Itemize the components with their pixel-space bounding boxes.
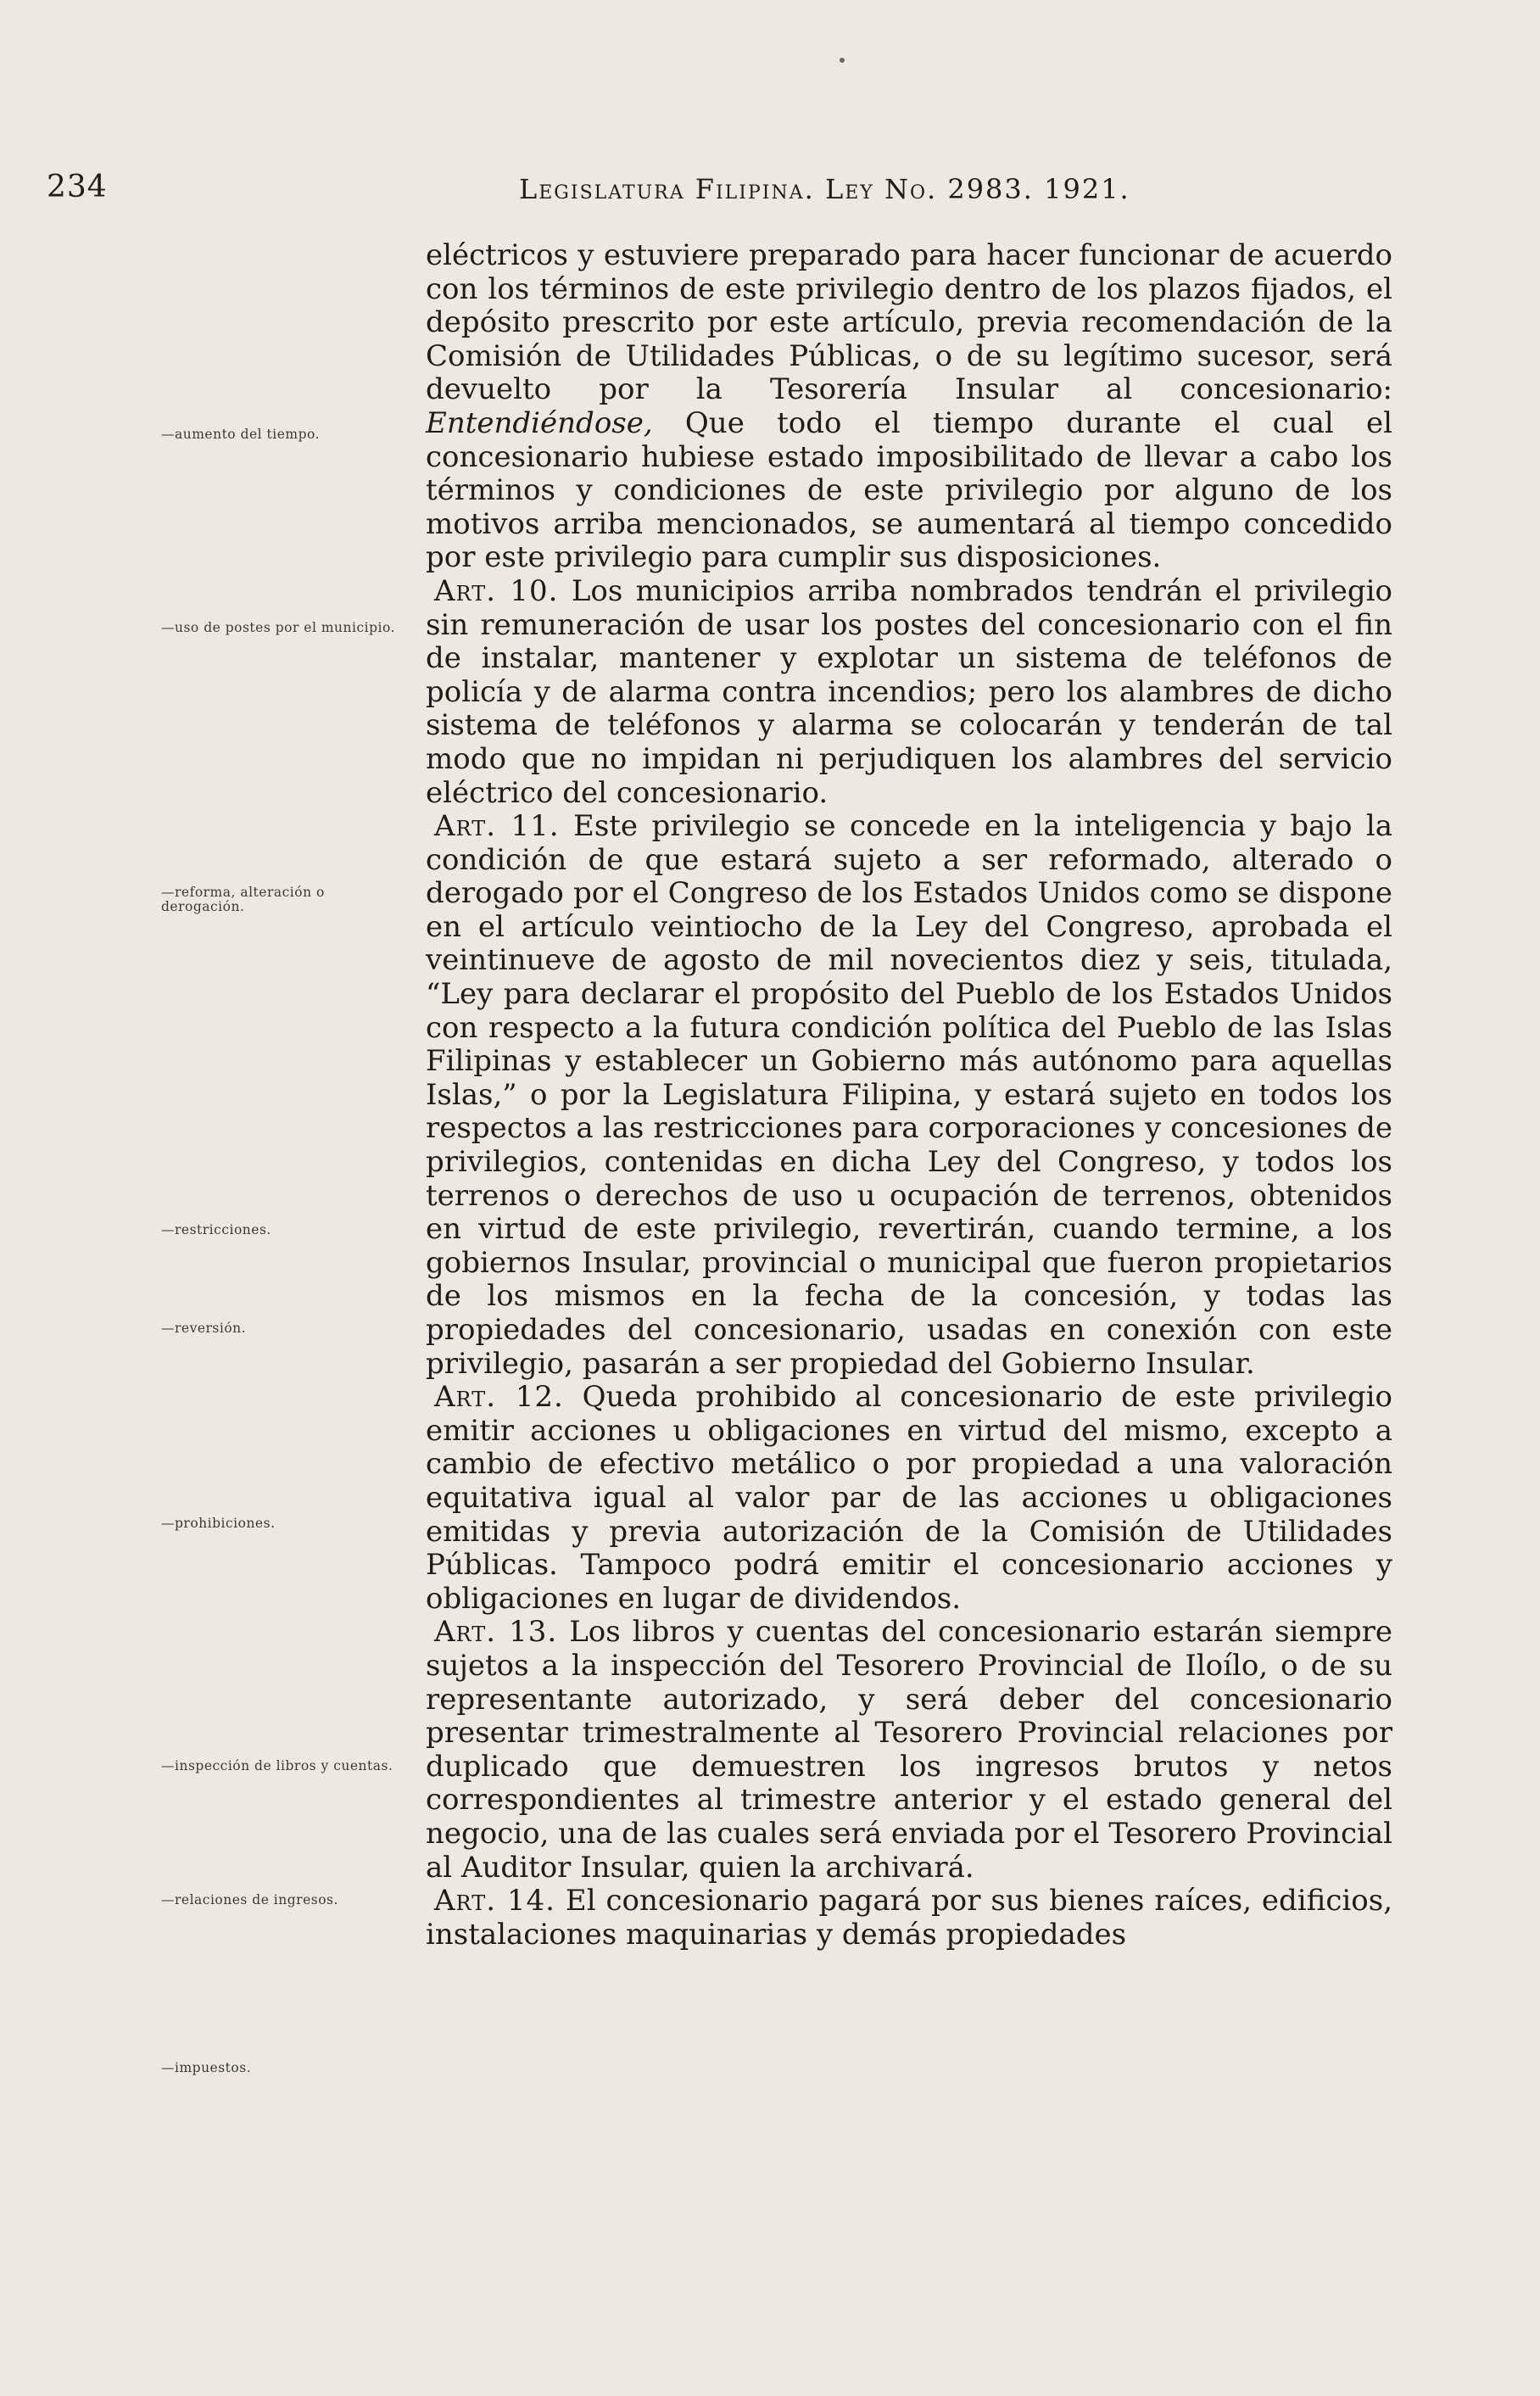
article-heading: Art. 12. xyxy=(434,1380,564,1415)
article-10 xyxy=(426,575,1392,810)
article-12 xyxy=(426,1381,1392,1616)
margin-note-prohibiciones: —prohibiciones. xyxy=(161,1516,276,1531)
paragraph-text: eléctricos y estuviere preparado para hacer funcionar de acuerdo con los términos de este privilegio dentro de los plazos fijados, el depósito prescrito por este artículo, previa recomendación de la Comisión de Utilidades Públicas, o de su legítimo sucesor, será devuelto por la Tesorería Insular al concesionario: xyxy=(426,238,1392,407)
margin-note-reforma: —reforma, alteración o derogación. xyxy=(161,885,325,914)
article-heading: Art. 11. xyxy=(434,809,560,844)
article-11 xyxy=(426,810,1392,1381)
margin-note-relaciones: —relaciones de ingresos. xyxy=(161,1892,338,1907)
paragraph-text: Que todo el tiempo durante el cual el concesionario hubiese estado imposibilitado de llevar a cabo los términos y condiciones de este privilegio por alguno de los motivos arriba mencionados, se aumentará al tiempo concedido por este privilegio para cumplir sus disposiciones. xyxy=(426,405,1392,575)
article-heading: Art. 13. xyxy=(434,1615,558,1650)
margin-note-restricciones: —restricciones. xyxy=(161,1222,271,1237)
article-text: Los municipios arriba nombrados tendrán el privilegio sin remuneración de usar los postes del concesionario con el fin de instalar, mantener y explotar un sistema de teléfonos de policía y de alarma contra incendios; pero los alambres de dicho sistema de teléfonos y alarma se colocarán y tenderán de tal modo que no impidan ni perjudiquen los alambres del servicio eléctrico del concesionario. xyxy=(426,573,1392,810)
article-text: Queda prohibido al concesionario de este privilegio emitir acciones u obligaciones en virtud del mismo, excepto a cambio de efectivo metálico o por propiedad a una valoración equitativa igual al valor par de las acciones u obligaciones emitidas y previa autorización de la Comisión de Utilidades Públicas. Tampoco podrá emitir el concesionario acciones y obligaciones en lugar de dividendos. xyxy=(426,1380,1392,1616)
article-text: El concesionario pagará por sus bienes raíces, edificios, instalaciones maquinarias y demás propiedades xyxy=(426,1884,1392,1952)
running-title: Legislatura Filipina. Ley No. 2983. 1921. xyxy=(519,173,1130,205)
article-text: Los libros y cuentas del concesionario estarán siempre sujetos a la inspección del Tesorero Provincial de Iloílo, o de su representante autorizado, y será deber del concesionario presentar trimestralmente al Tesorero Provincial relaciones por duplicado que demuestren los ingresos brutos y netos correspondientes al trimestre anterior y el estado general del negocio, una de las cuales será enviada por el Tesorero Provincial al Auditor Insular, quien la archivará. xyxy=(426,1615,1392,1885)
italic-term: Entendiéndose, xyxy=(426,405,653,440)
page-number: 234 xyxy=(47,170,108,204)
margin-note-uso-postes: —uso de postes por el municipio. xyxy=(161,620,395,635)
paragraph-continuation xyxy=(426,239,1392,575)
article-13 xyxy=(426,1616,1392,1885)
article-text: Este privilegio se concede en la inteligencia y bajo la condición de que estará sujeto a ser reformado, alterado o derogado por el Congreso de los Estados Unidos como se dispone en el artículo veintiocho de la Ley del Congreso, aprobada el veintinueve de agosto de mil novecientos diez y seis, titulada, “Ley para declarar el propósito del Pueblo de los Estados Unidos con respecto a la futura condición política del Pueblo de las Islas Filipinas y establecer un Gobierno más autónomo para aquellas Islas,” o por la Legislatura Filipina, y estará sujeto en todos los respectos a las restricciones para corporaciones y concesiones de privilegios, contenidas en dicha Ley del Congreso, y todos los terrenos o derechos de uso u ocupación de terrenos, obtenidos en virtud de este privilegio, revertirán, cuando termine, a los gobiernos Insular, provincial o municipal que fueron propietarios de los mismos en la fecha de la concesión, y todas las propiedades del concesionario, usadas en conexión con este privilegio, pasarán a ser propiedad del Gobierno Insular. xyxy=(426,809,1393,1381)
margin-note-impuestos: —impuestos. xyxy=(161,2060,252,2075)
article-heading: Art. 10. xyxy=(434,573,559,608)
article-14 xyxy=(426,1885,1392,1952)
margin-note-inspeccion: —inspección de libros y cuentas. xyxy=(161,1758,393,1773)
article-heading: Art. 14. xyxy=(434,1884,555,1918)
print-speck xyxy=(840,58,845,63)
margin-note-aumento: —aumento del tiempo. xyxy=(161,427,321,442)
margin-note-reversion: —reversión. xyxy=(161,1321,247,1336)
body-text xyxy=(426,239,1392,1952)
